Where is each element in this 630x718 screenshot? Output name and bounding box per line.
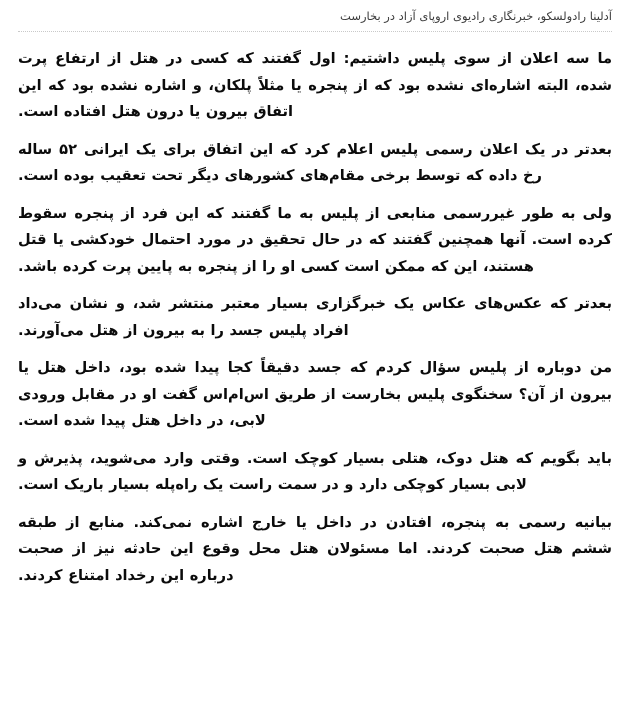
article-paragraph: باید بگویم که هتل دوک، هتلی بسیار کوچک است. وقتی وارد می‌شوید، پذیرش و لابی بسیار کوچکی دارد و در سمت راست یک راه‌پله بسیار باریک است.: [18, 449, 612, 493]
article-paragraph: بعدتر که عکس‌های عکاس یک خبرگزاری بسیار معتبر منتشر شد، و نشان می‌داد افراد پلیس جسد را به بیرون از هتل می‌آورند.: [18, 295, 612, 339]
article-paragraph: من دوباره از پلیس سؤال کردم که جسد دقیقاً کجا پیدا شده بود، داخل هتل یا بیرون از آن؟ سخنگوی پلیس بخارست از طریق اس‌ام‌اس گفت او در مقابل ورودی لابی، در داخل هتل پیدا شده است.: [18, 359, 612, 429]
article-byline: آدلینا رادولسکو، خبرنگاری رادیوی اروپای آزاد در بخارست: [340, 9, 612, 23]
article-paragraph: ما سه اعلان از سوی پلیس داشتیم: اول گفتند که کسی در هتل از ارتفاع پرت شده، البته اشاره‌ای نشده بود که از پنجره یا مثلاً پلکان، و اشاره نشده بود که این اتفاق بیرون یا درون هتل افتاده است.: [18, 50, 612, 120]
article-paragraph: بیانیه رسمی به پنجره، افتادن در داخل یا خارج اشاره نمی‌کند. منابع از طبقه ششم هتل صحبت کردند. اما مسئولان هتل محل وقوع این حادثه نیز از صحبت درباره این رخداد امتناع کردند.: [18, 513, 612, 584]
article-paragraph: بعدتر در یک اعلان رسمی پلیس اعلام کرد که این اتفاق برای یک ایرانی ۵۲ ساله رخ داده که توسط برخی مقام‌های کشورهای دیگر تحت تعقیب بوده است.: [18, 140, 612, 184]
article-body: [0, 32, 630, 589]
byline-container: [0, 0, 630, 24]
article-paragraph: ولی به طور غیررسمی منابعی از پلیس به ما گفتند که این فرد از پنجره سقوط کرده است. آنها همچنین گفتند که در حال تحقیق در مورد احتمال خودکشی یا قتل هستند، این که ممکن است کسی او را از پنجره به پایین پرت کرده باشد.: [18, 204, 612, 275]
